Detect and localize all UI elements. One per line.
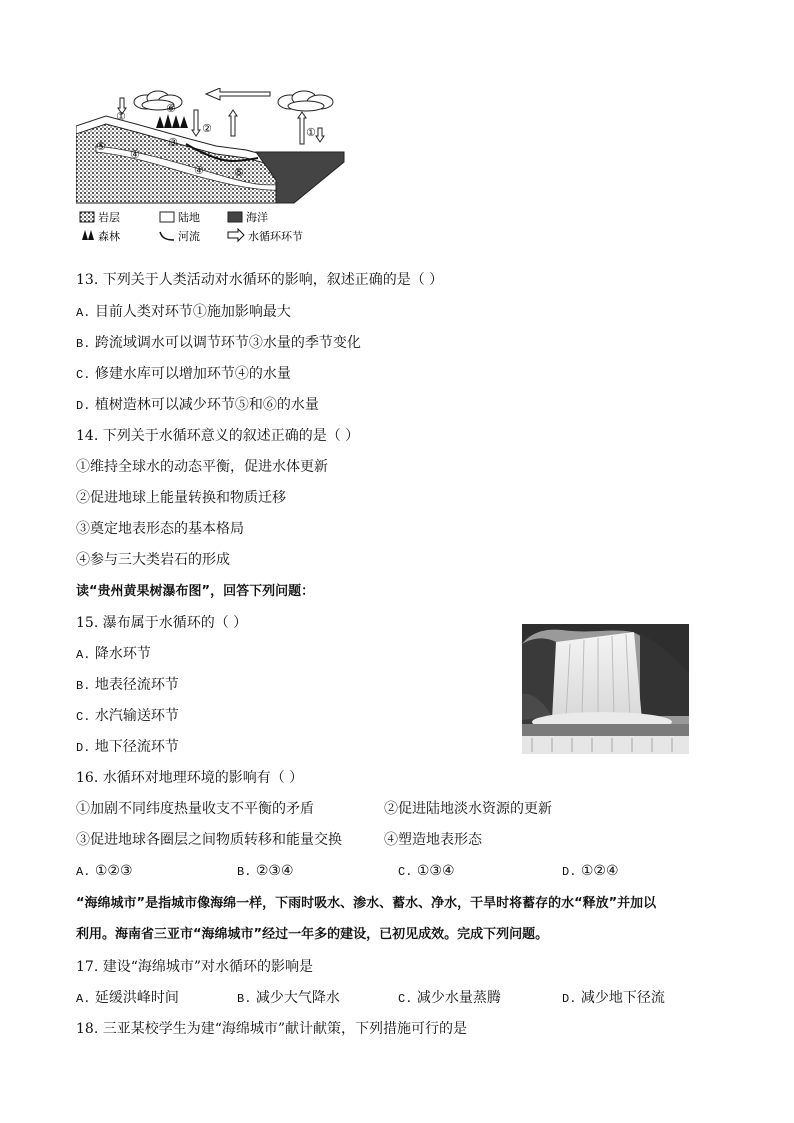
q17-intro-line-2: 利用。海南省三亚市“海绵城市”经过一年多的建设，已初见成效。完成下列问题。 [76, 927, 549, 942]
q15-option-a: A. 降水环节 [76, 646, 151, 662]
q17-stem: 17. 建设“海绵城市”对水循环的影响是 [76, 959, 314, 975]
marker-5b: ⑤ [234, 166, 244, 179]
q16-option-b: B. ②③④ [237, 863, 294, 879]
q18-stem: 18. 三亚某校学生为建“海绵城市”献计献策，下列措施可行的是 [76, 1021, 468, 1037]
q14-item-1: ①维持全球水的动态平衡，促进水体更新 [76, 459, 328, 475]
q15-stem: 15. 瀑布属于水循环的（ ） [76, 615, 248, 631]
q16-stem: 16. 水循环对地理环境的影响有（ ） [76, 770, 304, 786]
q14-stem: 14. 下列关于水循环意义的叙述正确的是（ ） [76, 428, 360, 444]
q16-option-a: A. ①②③ [76, 863, 133, 879]
forest-icon [156, 114, 188, 128]
q13-option-c: C. 修建水库可以增加环节④的水量 [76, 366, 291, 382]
marker-5: ⑤ [96, 140, 106, 153]
q15-option-d: D. 地下径流环节 [76, 739, 179, 755]
q17-option-b: B. 减少大气降水 [237, 990, 340, 1006]
q16-item-3: ③促进地球各圈层之间物质转移和能量交换 [76, 832, 342, 848]
legend-river: 河流 [178, 230, 200, 243]
marker-6: ⑥ [166, 102, 176, 115]
q15-intro: 读“贵州黄果树瀑布图”，回答下列问题： [76, 584, 315, 599]
marker-4: ④ [130, 148, 140, 161]
cycle-arrow-legend-icon [228, 229, 244, 241]
q17-option-c: C. 减少水量蒸腾 [398, 990, 501, 1006]
legend-cycle: 水循环环节 [248, 230, 303, 243]
q16-item-4: ④塑造地表形态 [384, 832, 482, 848]
forest-legend-icon [82, 230, 94, 240]
q13-stem: 13. 下列关于人类活动对水循环的影响，叙述正确的是（ ） [76, 272, 444, 288]
q16-option-c: C. ①③④ [398, 863, 455, 879]
q15-option-c: C. 水汽输送环节 [76, 708, 179, 724]
marker-1b: ① [306, 126, 316, 139]
q14-item-4: ④参与三大类岩石的形成 [76, 552, 230, 568]
q17-option-d: D. 减少地下径流 [562, 990, 665, 1006]
legend-rock: 岩层 [98, 211, 120, 224]
water-cycle-diagram [76, 88, 348, 258]
q14-item-2: ②促进地球上能量转换和物质迁移 [76, 490, 286, 506]
q14-item-3: ③奠定地表形态的基本格局 [76, 521, 244, 537]
q17-option-a: A. 延缓洪峰时间 [76, 990, 179, 1006]
q16-option-d: D. ①②④ [562, 863, 619, 879]
q16-item-2: ②促进陆地淡水资源的更新 [384, 801, 552, 817]
cloud-icon [278, 91, 333, 111]
q17-intro-line-1: “海绵城市”是指城市像海绵一样，下雨时吸水、渗水、蓄水、净水，干旱时将蓄存的水“释放”并加以 [76, 896, 657, 911]
marker-4b: ④ [194, 164, 204, 177]
legend-forest: 森林 [98, 230, 120, 243]
q16-item-1: ①加剧不同纬度热量收支不平衡的矛盾 [76, 801, 314, 817]
q15-option-b: B. 地表径流环节 [76, 677, 179, 693]
legend-land: 陆地 [178, 211, 200, 224]
q13-option-b: B. 跨流域调水可以调节环节③水量的季节变化 [76, 335, 361, 351]
q13-option-d: D. 植树造林可以减少环节⑤和⑥的水量 [76, 397, 319, 413]
marker-3: ③ [168, 136, 178, 149]
q13-option-a: A. 目前人类对环节①施加影响最大 [76, 304, 291, 320]
river-legend-icon [160, 232, 174, 240]
marker-2: ② [202, 122, 212, 135]
waterfall-photo [522, 624, 689, 754]
marker-1: ① [116, 110, 126, 123]
vapor-transport-arrow [206, 88, 270, 100]
legend-ocean: 海洋 [246, 211, 268, 224]
